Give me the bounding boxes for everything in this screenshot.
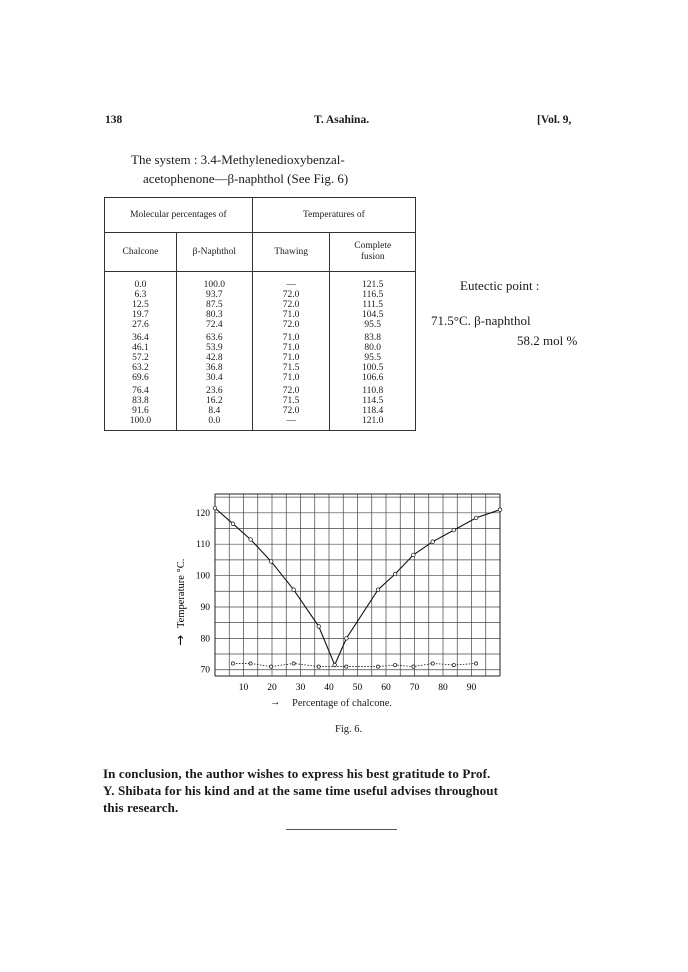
table-value: 72.0	[282, 320, 300, 330]
table-value: 116.5	[362, 290, 384, 300]
table-value: 104.5	[362, 310, 384, 320]
y-tick-label: 70	[200, 665, 210, 676]
table-value: 27.6	[132, 320, 149, 330]
end-rule	[286, 829, 397, 830]
running-author: T. Asahina.	[314, 114, 370, 126]
table-value: 63.2	[132, 363, 149, 373]
table-value: 71.0	[282, 353, 300, 363]
fusion-point	[213, 506, 217, 510]
x-tick-label: 70	[409, 683, 420, 693]
y-tick-label: 120	[195, 508, 210, 519]
page-number: 138	[105, 114, 123, 126]
table-value: 106.6	[362, 373, 384, 383]
thawing-point	[270, 665, 273, 668]
table-value: 72.0	[282, 300, 300, 310]
fusion-point	[412, 553, 416, 557]
thawing-point	[292, 662, 295, 665]
table-value: 23.6	[206, 386, 223, 396]
phase-diagram-chart	[160, 480, 520, 720]
table-value: 91.6	[132, 406, 149, 416]
thawing-point	[317, 665, 320, 668]
table-value: 12.5	[132, 300, 149, 310]
table-cell-fusion	[330, 383, 416, 431]
table-value: 95.5	[364, 353, 382, 363]
fusion-point	[498, 508, 502, 512]
table-cell-thawing	[252, 272, 330, 331]
y-tick-label: 100	[195, 571, 210, 582]
table-cell-chalcone	[105, 272, 177, 331]
thawing-point	[376, 665, 379, 668]
table-value: 69.6	[132, 373, 149, 383]
table-value: 71.0	[282, 343, 300, 353]
table-value: 80.3	[206, 310, 223, 320]
table-value: 114.5	[362, 396, 384, 406]
table-value: 72.0	[282, 406, 300, 416]
table-value: 95.5	[364, 320, 382, 330]
table-cell-chalcone	[105, 383, 177, 431]
thawing-point	[394, 663, 397, 666]
table-cell-naphthol	[176, 330, 252, 383]
table-value: 83.8	[132, 396, 149, 406]
table-value: 0.0	[134, 280, 147, 290]
x-tick-label: 80	[438, 683, 448, 693]
table-value: 118.4	[362, 406, 384, 416]
system-line-2: acetophenone—β-naphthol (See Fig. 6)	[143, 171, 349, 186]
fusion-point	[393, 572, 397, 576]
table-value: 93.7	[206, 290, 223, 300]
x-axis-label: Percentage of chalcone.	[292, 698, 392, 709]
table-value: 6.3	[134, 290, 147, 300]
thawing-point	[452, 663, 455, 666]
fusion-point	[231, 522, 235, 526]
x-tick-label: 10	[238, 683, 249, 693]
fusion-point	[376, 588, 380, 592]
conclusion-line-2: Y. Shibata for his kind and at the same time useful advises throughout	[103, 783, 499, 798]
table-value: 30.4	[206, 373, 223, 383]
table-value: 57.2	[132, 353, 149, 363]
table-cell-chalcone	[105, 330, 177, 383]
thawing-point	[431, 662, 434, 665]
fusion-point	[269, 560, 273, 564]
x-tick-label: 50	[352, 683, 363, 693]
thawing-point	[345, 665, 348, 668]
col-header-naphthol: β-Naphthol	[176, 233, 252, 272]
table-value: 71.0	[282, 373, 300, 383]
table-value: 0.0	[208, 416, 221, 426]
figure-caption: Fig. 6.	[335, 724, 363, 735]
table-value: 72.0	[282, 290, 300, 300]
table-value: 121.5	[362, 280, 384, 290]
x-tick-label: 90	[466, 683, 477, 693]
data-table	[104, 197, 416, 431]
table-value: 72.0	[282, 386, 300, 396]
group-header-temperatures: Temperatures of	[252, 198, 415, 233]
table-row-group	[105, 383, 416, 431]
x-tick-label: 20	[267, 683, 277, 693]
col-header-fusion-line1: Complete	[354, 241, 392, 251]
table-value: 71.0	[282, 310, 300, 320]
table-value: 80.0	[364, 343, 382, 353]
thawing-point	[412, 665, 415, 668]
y-axis-label: Temperature °C.	[176, 558, 187, 628]
col-header-thawing: Thawing	[252, 233, 330, 272]
table-value: 53.9	[206, 343, 223, 353]
table-value: —	[286, 416, 296, 426]
table-value: 16.2	[206, 396, 223, 406]
fusion-point	[431, 540, 435, 544]
table-value: 100.0	[129, 416, 152, 426]
table-value: 100.5	[362, 363, 384, 373]
table-value: 110.8	[362, 386, 384, 396]
eutectic-temperature: 71.5°C. β-naphthol	[431, 313, 531, 328]
x-tick-label: 40	[324, 683, 334, 693]
table-cell-thawing	[252, 330, 330, 383]
table-value: 71.0	[282, 333, 300, 343]
group-header-molecular: Molecular percentages of	[105, 198, 253, 233]
table-value: —	[286, 280, 296, 290]
col-header-fusion-line2: fusion	[360, 252, 385, 262]
table-value: 72.4	[206, 320, 223, 330]
table-value: 76.4	[132, 386, 149, 396]
table-value: 19.7	[132, 310, 149, 320]
x-tick-label: 30	[295, 683, 306, 693]
table-value: 46.1	[132, 343, 149, 353]
table-value: 36.4	[132, 333, 149, 343]
table-cell-naphthol	[176, 272, 252, 331]
thawing-point	[474, 662, 477, 665]
fusion-point	[345, 637, 349, 641]
system-line-1: The system : 3.4-Methylenedioxybenzal-	[131, 152, 345, 167]
table-cell-fusion	[330, 330, 416, 383]
table-value: 121.0	[362, 416, 384, 426]
col-header-fusion	[330, 233, 416, 272]
x-axis-arrow: →	[270, 697, 281, 708]
volume-label: [Vol. 9,	[537, 114, 572, 126]
table-value: 42.8	[206, 353, 223, 363]
x-tick-label: 60	[381, 683, 391, 693]
table-value: 83.8	[364, 333, 382, 343]
eutectic-title: Eutectic point :	[460, 278, 540, 293]
conclusion-line-3: this research.	[103, 800, 179, 815]
fusion-point	[249, 538, 253, 542]
table-value: 8.4	[208, 406, 221, 416]
table-value: 71.5	[282, 396, 300, 406]
table-value: 111.5	[362, 300, 384, 310]
y-tick-label: 90	[200, 602, 210, 613]
y-axis-arrow: ↑	[175, 634, 186, 649]
y-tick-label: 80	[200, 634, 210, 645]
table-cell-thawing	[252, 383, 330, 431]
table-cell-naphthol	[176, 383, 252, 431]
table-value: 87.5	[206, 300, 223, 310]
table-value: 100.0	[203, 280, 226, 290]
fusion-point	[292, 588, 296, 592]
conclusion-line-1: In conclusion, the author wishes to express his best gratitude to Prof.	[103, 766, 491, 781]
fusion-point	[452, 528, 456, 532]
thawing-point	[231, 662, 234, 665]
fusion-point	[474, 516, 478, 520]
eutectic-mol: 58.2 mol %	[517, 333, 578, 348]
col-header-chalcone: Chalcone	[105, 233, 177, 272]
table-value: 71.5	[282, 363, 300, 373]
table-value: 36.8	[206, 363, 223, 373]
thawing-point	[249, 662, 252, 665]
table-row-group	[105, 330, 416, 383]
fusion-point	[317, 625, 321, 629]
table-cell-fusion	[330, 272, 416, 331]
table-row-group	[105, 272, 416, 331]
y-tick-label: 110	[196, 540, 210, 551]
chart-grid	[215, 494, 500, 676]
table-value: 63.6	[206, 333, 223, 343]
